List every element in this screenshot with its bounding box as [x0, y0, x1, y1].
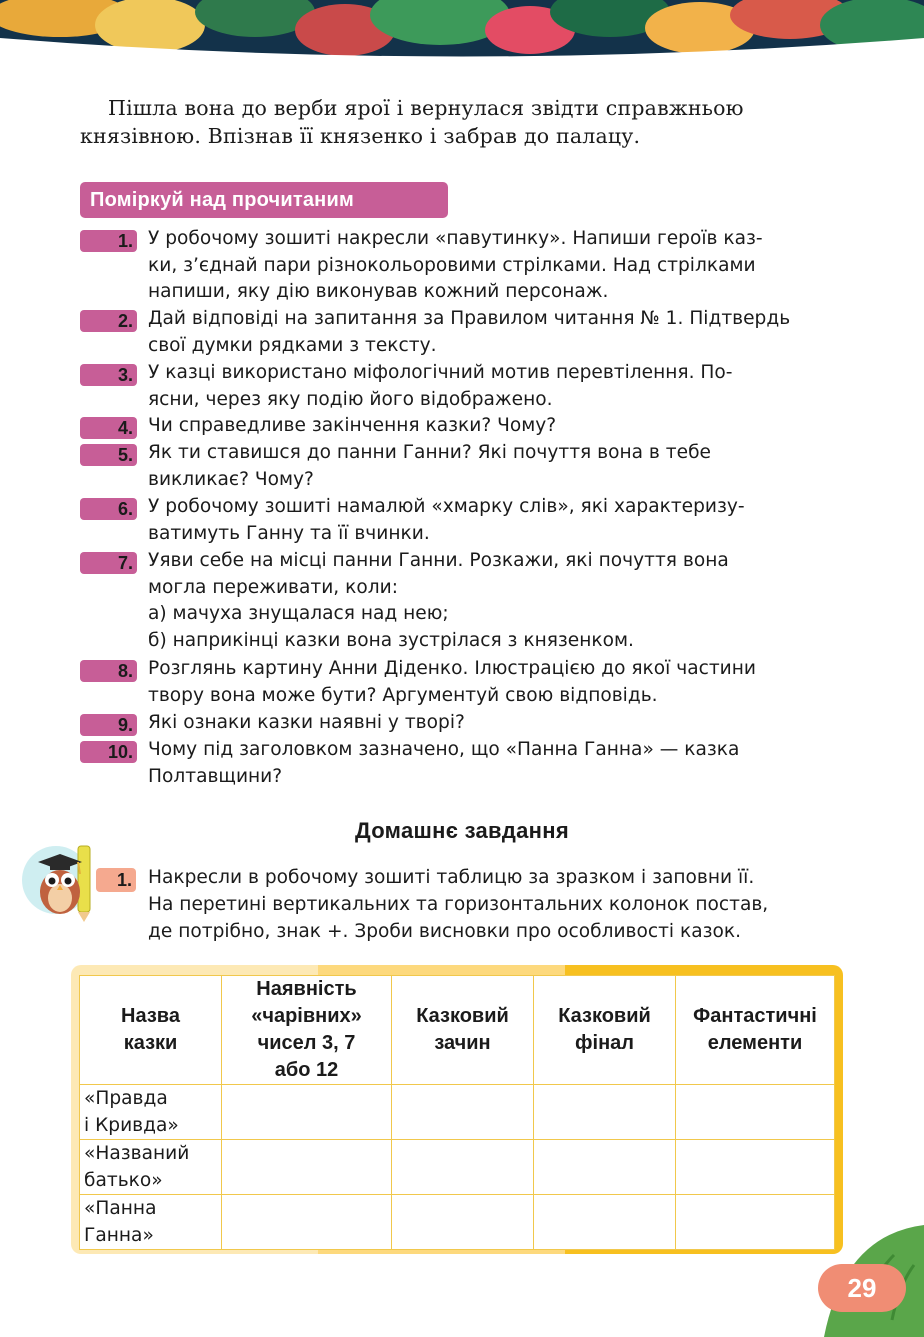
homework-task	[80, 864, 834, 945]
question-text	[148, 548, 834, 655]
question-item	[80, 656, 834, 709]
question-text	[148, 710, 834, 737]
question-text	[148, 360, 834, 413]
table-cell-empty	[534, 1195, 676, 1250]
table-cell-empty	[392, 1140, 534, 1195]
question-item	[80, 226, 834, 306]
homework-line: На перетині вертикальних та горизонтальних колонок постав,	[148, 894, 769, 915]
header-line: елементи	[707, 1032, 803, 1054]
cell-line: батько»	[84, 1170, 163, 1191]
table-cell-empty	[392, 1085, 534, 1140]
table-cell-empty	[222, 1085, 392, 1140]
header-line: фінал	[575, 1032, 634, 1054]
question-item	[80, 737, 834, 790]
question-number-badge: 4.	[80, 417, 137, 439]
question-line: Які ознаки казки наявні у творі?	[148, 712, 465, 733]
homework-title: Домашнє завдання	[354, 818, 569, 843]
question-number-badge: 6.	[80, 498, 137, 520]
question-number-badge: 1.	[80, 230, 137, 252]
question-text	[148, 226, 834, 306]
floral-banner-illustration	[0, 0, 924, 60]
question-item	[80, 710, 834, 737]
question-text	[148, 440, 834, 493]
question-number-badge: 5.	[80, 444, 137, 466]
table-cell-tale-name	[80, 1085, 222, 1140]
cell-line: «Названий	[84, 1143, 190, 1164]
table-header-cell	[80, 976, 222, 1085]
cell-line: Ганна»	[84, 1225, 154, 1246]
table-cell-empty	[534, 1085, 676, 1140]
table-cell-empty	[222, 1195, 392, 1250]
question-text	[148, 306, 834, 359]
question-line: Чому під заголовком зазначено, що «Панна Ганна» — казка	[148, 739, 740, 760]
table-header-cell	[676, 976, 835, 1085]
table-cell-empty	[392, 1195, 534, 1250]
header-line: зачин	[434, 1032, 491, 1054]
question-line: У робочому зошиті накресли «павутинку». Напиши героїв каз-	[148, 228, 763, 249]
fairy-tale-features-table	[79, 975, 835, 1250]
cell-line: і Кривда»	[84, 1115, 179, 1136]
question-item	[80, 494, 834, 547]
header-line: або 12	[274, 1059, 339, 1081]
cell-line: «Правда	[84, 1088, 168, 1109]
header-line: чисел 3, 7	[257, 1032, 356, 1054]
table-header-row	[80, 976, 835, 1085]
question-line: Чи справедливе закінчення казки? Чому?	[148, 415, 557, 436]
page-number: 29	[818, 1264, 906, 1312]
question-text	[148, 737, 834, 790]
question-line: свої думки рядками з тексту.	[148, 334, 437, 356]
question-item	[80, 360, 834, 413]
question-line: Полтавщини?	[148, 765, 283, 787]
question-text	[148, 494, 834, 547]
question-line: ки, з’єднай пари різнокольоровими стрілками. Над стрілками	[148, 254, 756, 276]
table-cell-empty	[222, 1140, 392, 1195]
table-cell-empty	[676, 1085, 835, 1140]
question-line: викликає? Чому?	[148, 468, 314, 490]
question-line: ватимуть Ганну та її вчинки.	[148, 522, 430, 544]
table-row	[80, 1085, 835, 1140]
homework-text	[148, 864, 834, 945]
question-line: Як ти ставишся до панни Ганни? Які почуття вона в тебе	[148, 442, 711, 463]
intro-line: Пішла вона до верби ярої і вернулася звідти справжньою	[108, 96, 744, 120]
table-row	[80, 1195, 835, 1250]
question-line: Розглянь картину Анни Діденко. Ілюстрацією до якої частини	[148, 658, 756, 679]
question-number-badge: 8.	[80, 660, 137, 682]
header-line: «чарівних»	[251, 1005, 362, 1027]
question-item	[80, 548, 834, 655]
header-line: Казковий	[416, 1005, 509, 1027]
table-cell-tale-name	[80, 1195, 222, 1250]
question-line: У казці використано міфологічний мотив перевтілення. По-	[148, 362, 733, 383]
intro-paragraph	[80, 94, 834, 150]
question-line: а) мачуха знущалася над нею;	[148, 603, 449, 625]
question-number-badge: 2.	[80, 310, 137, 332]
homework-line: Накресли в робочому зошиті таблицю за зразком і заповни її.	[148, 867, 755, 888]
question-line: напиши, яку дію виконував кожний персонаж.	[148, 281, 609, 303]
question-line: ясни, через яку подію його відображено.	[148, 388, 553, 410]
cell-line: «Панна	[84, 1198, 157, 1219]
question-number-badge: 3.	[80, 364, 137, 386]
table-cell-empty	[534, 1140, 676, 1195]
header-line: Казковий	[558, 1005, 651, 1027]
header-line: Наявність	[256, 978, 357, 1000]
table-cell-tale-name	[80, 1140, 222, 1195]
question-line: Дай відповіді на запитання за Правилом читання № 1. Підтвердь	[148, 308, 791, 329]
question-text	[148, 656, 834, 709]
intro-line: князівною. Впізнав її князенко і забрав до палацу.	[80, 124, 641, 148]
question-line: могла переживати, коли:	[148, 576, 398, 598]
question-item	[80, 413, 834, 440]
question-line: твору вона може бути? Аргументуй свою відповідь.	[148, 684, 658, 706]
header-line: казки	[123, 1032, 178, 1054]
header-line: Назва	[121, 1005, 180, 1027]
homework-number-badge: 1.	[96, 868, 136, 892]
question-line: б) наприкінці казки вона зустрілася з князенком.	[148, 630, 634, 652]
question-number-badge: 7.	[80, 552, 137, 574]
question-line: Уяви себе на місці панни Ганни. Розкажи, які почуття вона	[148, 550, 729, 571]
question-line: У робочому зошиті намалюй «хмарку слів», які характеризу-	[148, 496, 745, 517]
question-text	[148, 413, 834, 440]
header-line: Фантастичні	[693, 1005, 817, 1027]
table-row	[80, 1140, 835, 1195]
table-header-cell	[222, 976, 392, 1085]
table-header-cell	[392, 976, 534, 1085]
table-header-cell	[534, 976, 676, 1085]
question-number-badge: 9.	[80, 714, 137, 736]
question-number-badge: 10.	[80, 741, 137, 763]
question-item	[80, 306, 834, 359]
question-item	[80, 440, 834, 493]
table-cell-empty	[676, 1140, 835, 1195]
section-title: Поміркуй над прочитаним	[80, 182, 448, 218]
homework-line: де потрібно, знак +. Зроби висновки про особливості казок.	[148, 921, 742, 942]
